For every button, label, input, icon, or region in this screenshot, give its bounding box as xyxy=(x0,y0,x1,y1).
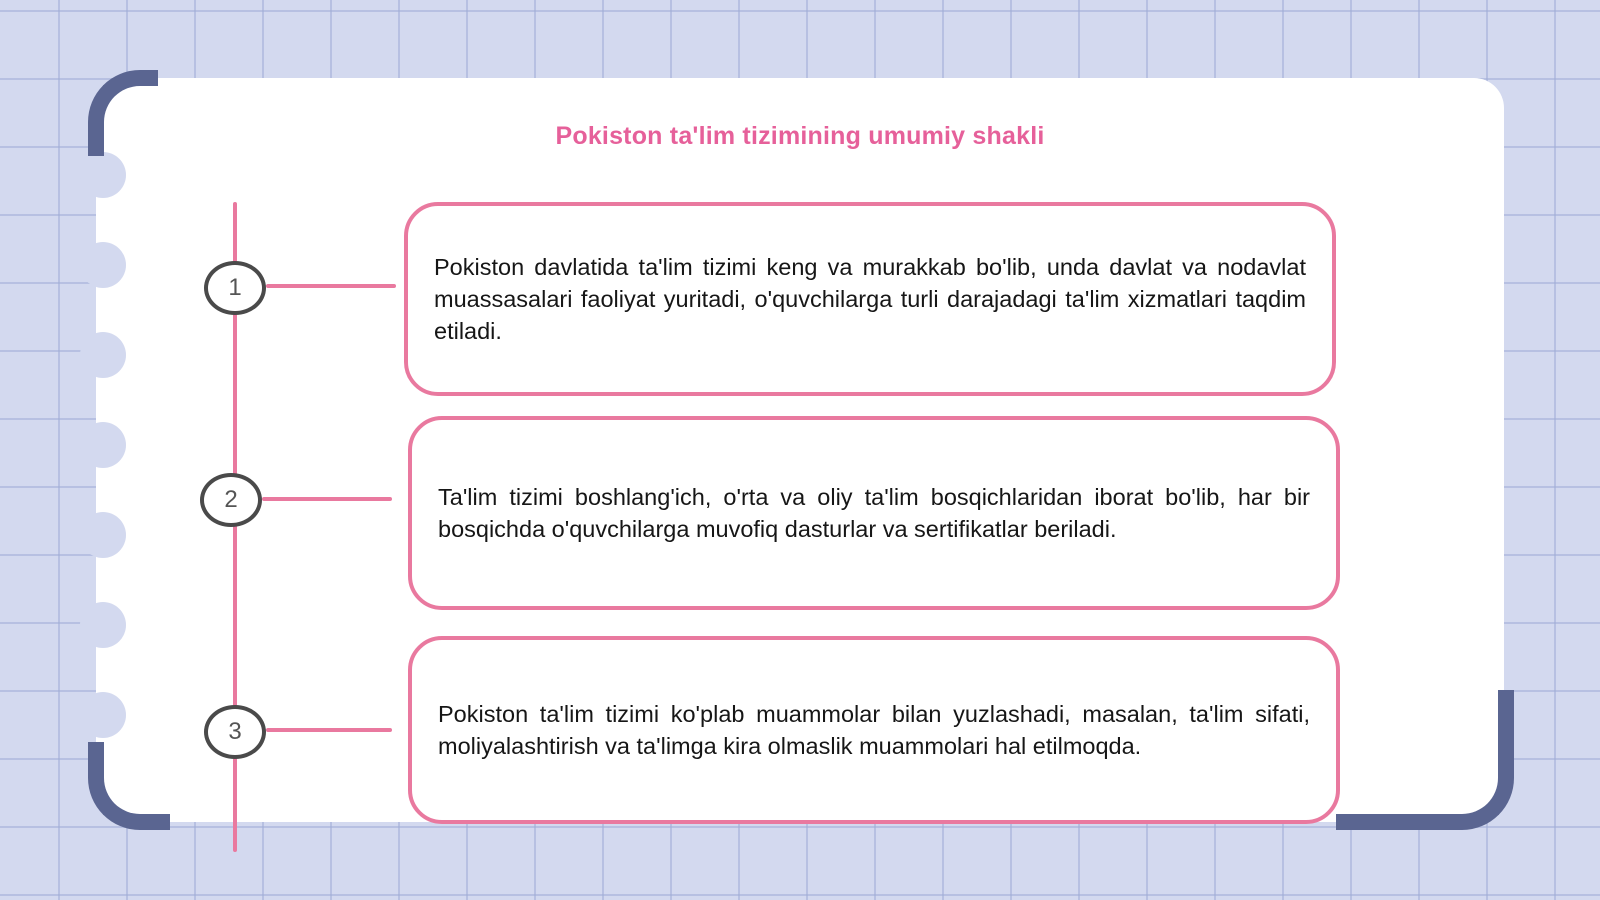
timeline-connector-1 xyxy=(266,284,396,288)
frame-corner-bottom-right xyxy=(1336,690,1514,830)
step-card-3 xyxy=(408,636,1340,824)
paper-notch xyxy=(80,512,126,558)
step-number-3: 3 xyxy=(204,705,266,759)
step-number-2: 2 xyxy=(200,473,262,527)
slide-title: Pokiston ta'lim tizimining umumiy shakli xyxy=(555,122,1045,150)
paper-notch xyxy=(80,332,126,378)
step-text-1: Pokiston davlatida ta'lim tizimi keng va murakkab bo'lib, unda davlat va nodavlat muassasalari faoliyat yuritadi, o'quvchilarga turli darajadagi ta'lim xizmatlari taqdim etiladi. xyxy=(434,254,1306,344)
step-card-1 xyxy=(404,202,1336,396)
paper-notch xyxy=(80,602,126,648)
step-text-2: Ta'lim tizimi boshlang'ich, o'rta va oliy ta'lim bosqichlaridan iborat bo'lib, har bir bosqichda o'quvchilarga muvofiq dasturlar va sertifikatlar beriladi. xyxy=(438,484,1310,542)
paper-notch xyxy=(80,422,126,468)
step-number-1: 1 xyxy=(204,261,266,315)
timeline-connector-3 xyxy=(266,728,392,732)
step-text-3: Pokiston ta'lim tizimi ko'plab muammolar bilan yuzlashadi, masalan, ta'lim sifati, moliyalashtirish va ta'limga kira olmaslik muammolari hal etilmoqda. xyxy=(438,701,1310,759)
timeline-connector-2 xyxy=(262,497,392,501)
paper-notch xyxy=(80,242,126,288)
step-card-2 xyxy=(408,416,1340,610)
frame-corner-bottom-left xyxy=(88,742,170,830)
paper-notch xyxy=(80,692,126,738)
paper-notch xyxy=(80,152,126,198)
